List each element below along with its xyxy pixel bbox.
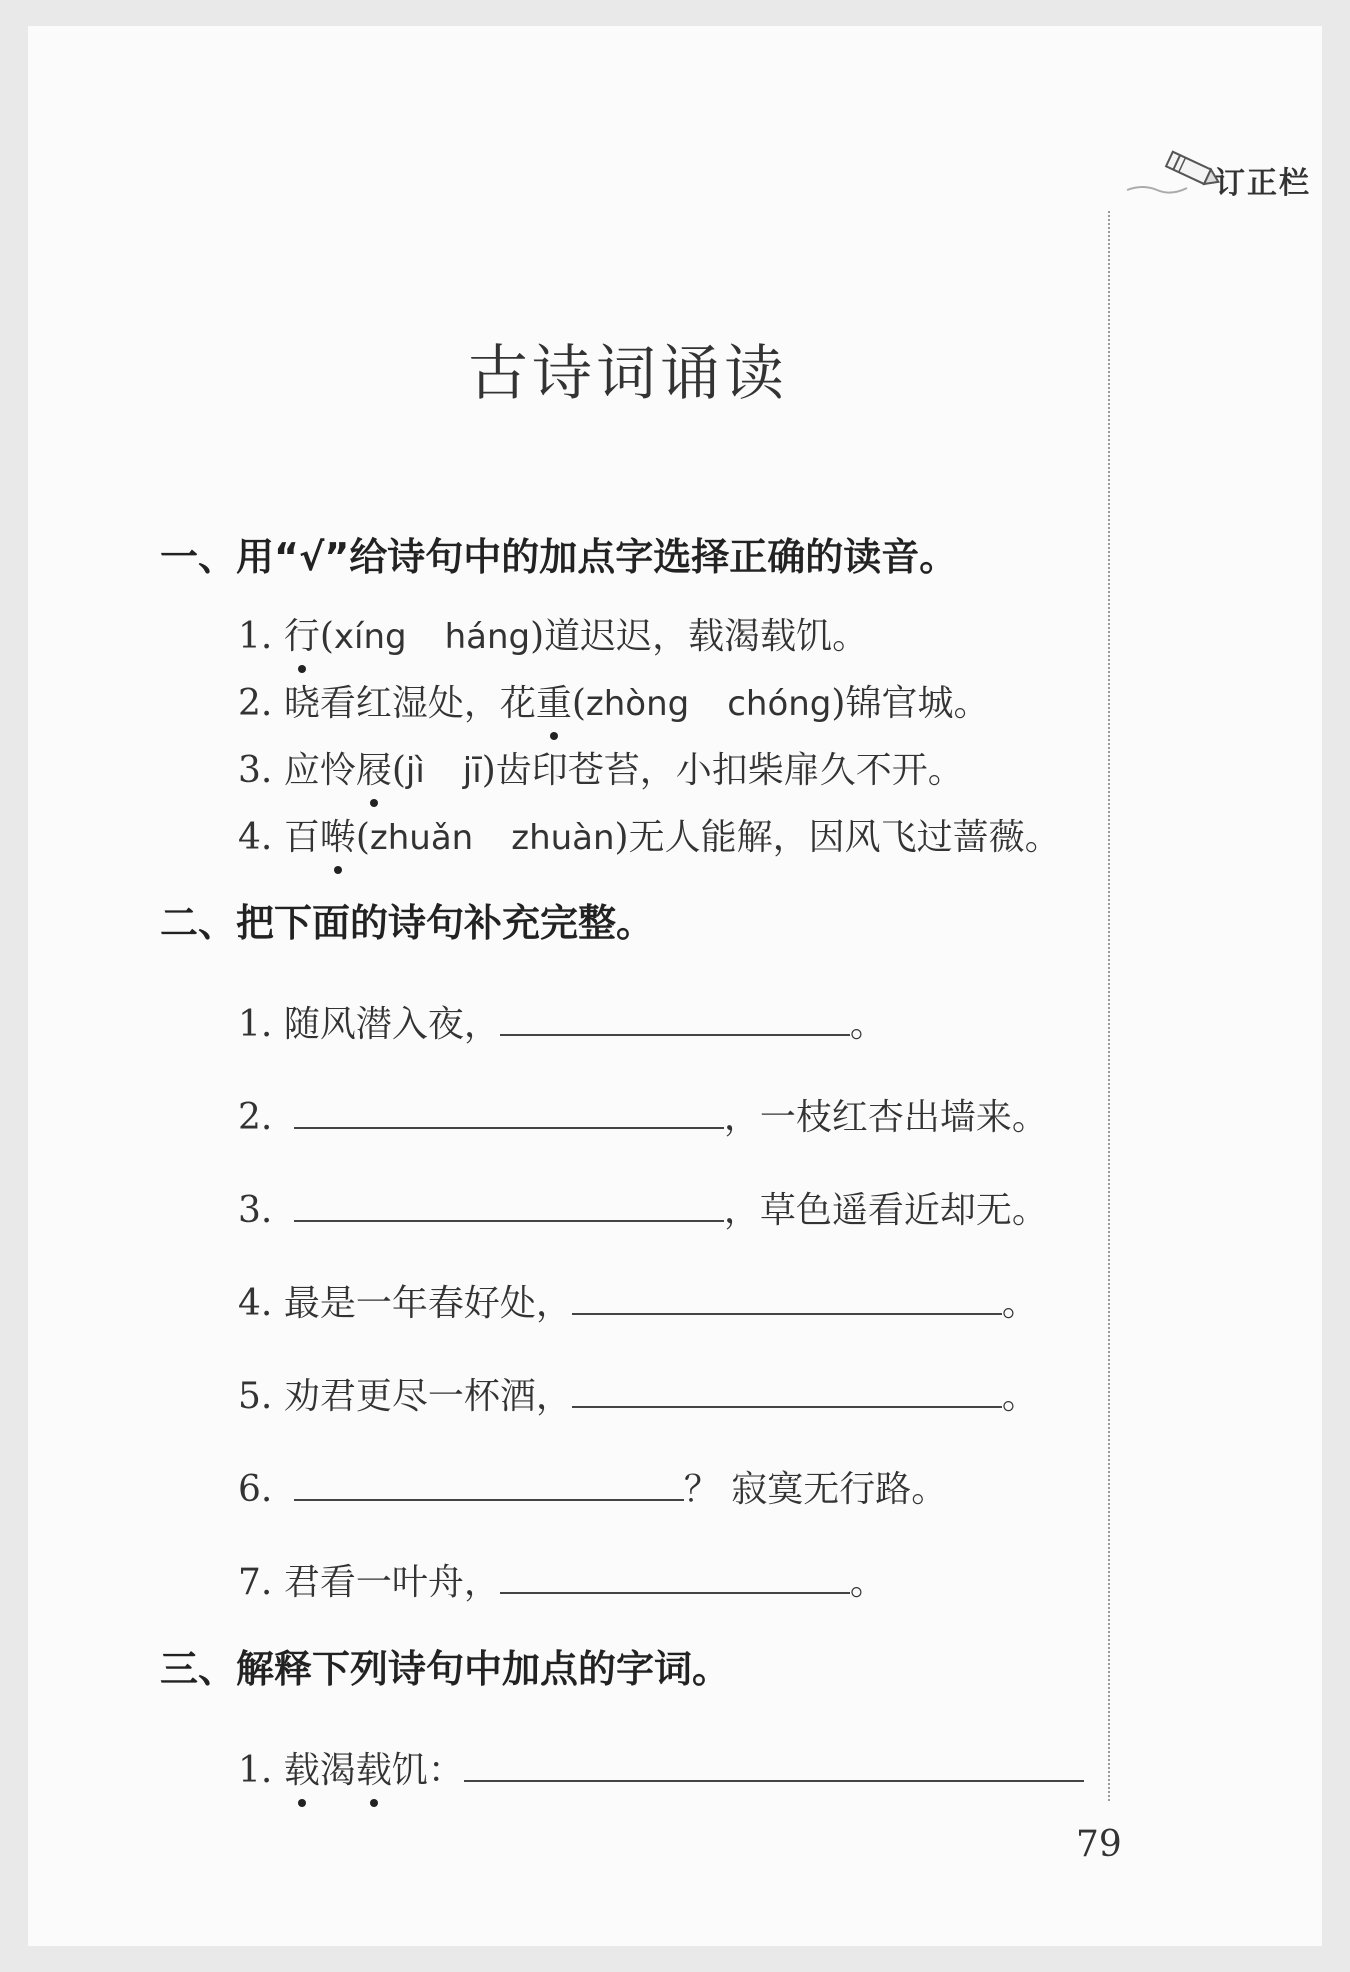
item-number: 6. [238,1469,273,1510]
close-paren: ) [614,817,629,858]
text-after: 齿印苍苔，小扣柴扉久不开。 [495,750,964,791]
section-1-heading: 一、用“√”给诗句中的加点字选择正确的读音。 [160,535,958,579]
pronunciation-item-1 [238,608,868,659]
text-after: 。 [849,1004,886,1045]
section-2-heading: 二、把下面的诗句补充完整。 [160,901,655,945]
text-after: 锦官城。 [845,683,990,724]
fill-item-6 [238,1461,947,1512]
text-after: 。 [1001,1376,1038,1417]
answer-blank[interactable] [572,1279,1002,1315]
margin-dotted-line [1108,211,1110,1801]
dotted-char: 载 [356,1742,392,1793]
pinyin-option-2[interactable]: chóng [727,684,832,724]
close-paren: ) [481,750,496,791]
answer-blank[interactable] [572,1372,1002,1408]
plain-char: 渴 [319,1750,356,1791]
item-number: 4. [238,817,273,858]
worksheet-page [28,26,1322,1946]
item-number: 2. [238,683,273,724]
open-paren: ( [391,750,406,791]
page-number: 79 [1076,1824,1122,1865]
answer-blank[interactable] [464,1746,1084,1782]
open-paren: ( [571,683,586,724]
answer-blank[interactable] [500,1558,850,1594]
pinyin-option-2[interactable]: zhuàn [511,818,615,858]
dotted-char: 屐 [356,742,392,793]
fill-item-1 [238,996,886,1047]
text-after: 无人能解，因风飞过蔷薇。 [628,817,1061,858]
pencil-icon [1123,148,1223,198]
text-after: ？ 寂寞无行路。 [683,1469,948,1510]
text-before: 君看一叶舟， [283,1562,500,1603]
answer-blank[interactable] [294,1093,724,1129]
text-before: 百 [283,817,320,858]
correction-column-header [1123,148,1333,208]
pinyin-option-1[interactable]: xíng [333,617,407,657]
pinyin-option-2[interactable]: jī [462,751,482,791]
pronunciation-item-2 [238,675,989,726]
dotted-char: 载 [284,1742,320,1793]
pinyin-option-2[interactable]: háng [444,617,531,657]
plain-char: 饥 [391,1750,428,1791]
correction-column-label: 订正栏 [1215,166,1311,201]
text-after: 道迟迟，载渴载饥。 [544,616,869,657]
fill-item-2 [238,1089,1048,1140]
text-before: 晓看红湿处，花 [283,683,536,724]
pinyin-option-1[interactable]: zhuǎn [369,818,474,858]
answer-blank[interactable] [294,1186,724,1222]
dotted-char: 啭 [320,809,356,860]
text-after: ，一枝红杏出墙来。 [723,1097,1048,1138]
pronunciation-item-4 [238,809,1061,860]
fill-item-3 [238,1182,1048,1233]
text-after: 。 [1001,1283,1038,1324]
dotted-char: 行 [284,608,320,659]
answer-blank[interactable] [294,1465,684,1501]
item-number: 1. [238,616,273,657]
open-paren: ( [355,817,370,858]
fill-item-7 [238,1554,886,1605]
item-number: 1. [238,1750,273,1791]
explain-item-1 [238,1742,1084,1793]
item-number: 4. [238,1283,273,1324]
item-number: 7. [238,1562,273,1603]
pinyin-option-1[interactable]: zhòng [585,684,690,724]
fill-item-5 [238,1368,1038,1419]
pronunciation-item-3 [238,742,964,793]
text-before: 最是一年春好处， [283,1283,572,1324]
item-number: 3. [238,750,273,791]
answer-blank[interactable] [500,1000,850,1036]
text-before: 随风潜入夜， [283,1004,500,1045]
item-number: 5. [238,1376,273,1417]
dotted-char: 重 [536,675,572,726]
text-before: 劝君更尽一杯酒， [283,1376,572,1417]
page-title: 古诗词诵读 [468,339,788,409]
text-after: 。 [849,1562,886,1603]
fill-item-4 [238,1275,1038,1326]
pinyin-option-1[interactable]: jì [405,751,425,791]
close-paren: ) [530,616,545,657]
text-before: 应怜 [283,750,356,791]
close-paren: ) [831,683,846,724]
open-paren: ( [319,616,334,657]
item-number: 3. [238,1190,273,1231]
colon: ： [427,1750,464,1791]
section-3-heading: 三、解释下列诗句中加点的字词。 [160,1647,731,1691]
item-number: 2. [238,1097,273,1138]
text-after: ，草色遥看近却无。 [723,1190,1048,1231]
item-number: 1. [238,1004,273,1045]
